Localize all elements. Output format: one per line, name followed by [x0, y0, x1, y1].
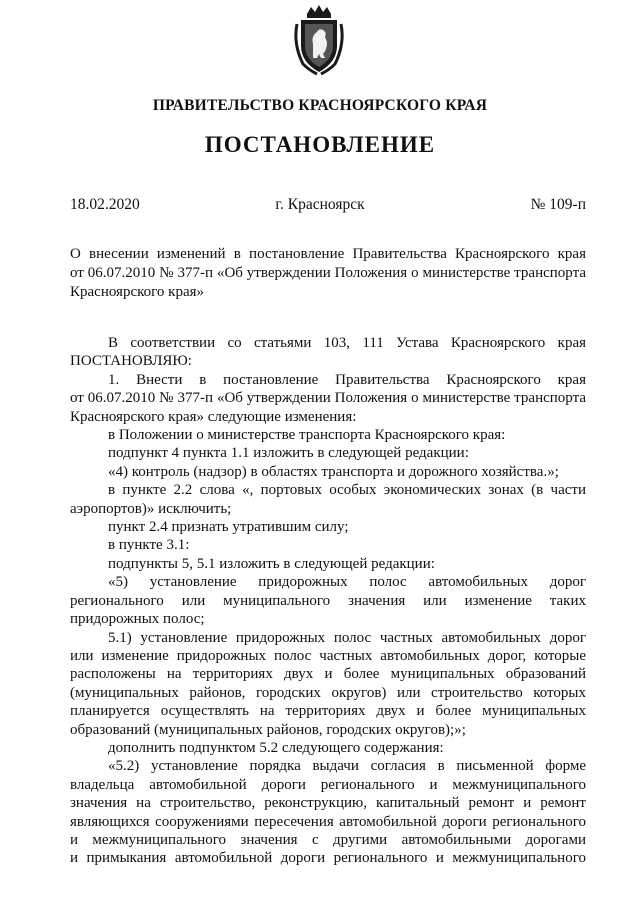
body-line: подпункты 5, 5.1 изложить в следующей редакции:	[108, 555, 435, 572]
body-line: от 06.07.2010 № 377-п «Об утверждении Положения о министерстве транспорта	[70, 390, 586, 407]
body-line: 5.1) установление придорожных полос частных автомобильных дорог	[108, 629, 586, 646]
document-body	[70, 334, 586, 868]
body-line: (муниципальных районов, городских округов) или строительство которых	[70, 684, 586, 701]
body-line: дополнить подпунктом 5.2 следующего содержания:	[108, 739, 444, 756]
body-line: подпункт 4 пункта 1.1 изложить в следующей редакции:	[108, 445, 469, 462]
document-city: г. Красноярск	[275, 196, 365, 213]
body-line: В соответствии со статьями 103, 111 Устава Красноярского края	[108, 335, 586, 351]
body-line: аэропортов)» исключить;	[70, 500, 232, 517]
body-line: или изменение придорожных полос частных автомобильных дорог, которые	[70, 647, 586, 664]
body-line: 1. Внести в постановление Правительства Красноярского края	[108, 371, 586, 388]
body-line: в пункте 3.1:	[108, 537, 190, 554]
body-line: планируется осуществлять на территориях двух и более муниципальных	[70, 703, 586, 720]
subject-line: Красноярского края»	[70, 284, 205, 300]
body-line: пункт 2.4 признать утратившим силу;	[108, 519, 349, 536]
body-line: являющихся сооружениями пересечения автомобильной дороги регионального	[70, 813, 586, 830]
body-line: придорожных полос;	[70, 611, 205, 628]
body-line: ПОСТАНОВЛЯЮ:	[70, 353, 192, 370]
coat-of-arms-emblem	[291, 4, 347, 76]
body-line: и примыкания автомобильной дороги регионального и межмуниципального	[70, 850, 586, 867]
body-line: расположены на территориях двух и более муниципальных образований	[70, 666, 586, 683]
document-date: 18.02.2020	[70, 196, 140, 213]
document-subject	[70, 245, 586, 302]
document-type-title: ПОСТАНОВЛЕНИЕ	[204, 132, 436, 157]
body-line: образований (муниципальных районов, городских округов);»;	[70, 721, 466, 738]
organization-title: ПРАВИТЕЛЬСТВО КРАСНОЯРСКОГО КРАЯ	[152, 97, 488, 114]
document-number: № 109-п	[530, 196, 586, 213]
body-line: значения на строительство, реконструкцию, капитальный ремонт и ремонт	[70, 795, 586, 812]
body-line: и межмуниципального значения с другими автомобильными дорогами	[70, 831, 586, 848]
body-line: «4) контроль (надзор) в областях транспорта и дорожного хозяйства.»;	[108, 463, 559, 480]
body-line: в пункте 2.2 слова «, портовых особых экономических зонах (в части	[108, 482, 586, 499]
body-line: «5.2) установление порядка выдачи согласия в письменной форме	[108, 758, 586, 775]
body-line: Красноярского края» следующие изменения:	[70, 408, 357, 425]
subject-line: О внесении изменений в постановление Правительства Красноярского края	[70, 246, 586, 262]
body-line: владельца автомобильной дороги регионального и межмуниципального	[70, 776, 586, 793]
subject-line: от 06.07.2010 № 377-п «Об утверждении Положения о министерстве транспорта	[70, 265, 586, 281]
body-line: регионального или муниципального значения или изменение таких	[70, 592, 586, 609]
body-line: «5) установление придорожных полос автомобильных дорог	[108, 574, 586, 591]
body-line: в Положении о министерстве транспорта Красноярского края:	[108, 427, 506, 444]
